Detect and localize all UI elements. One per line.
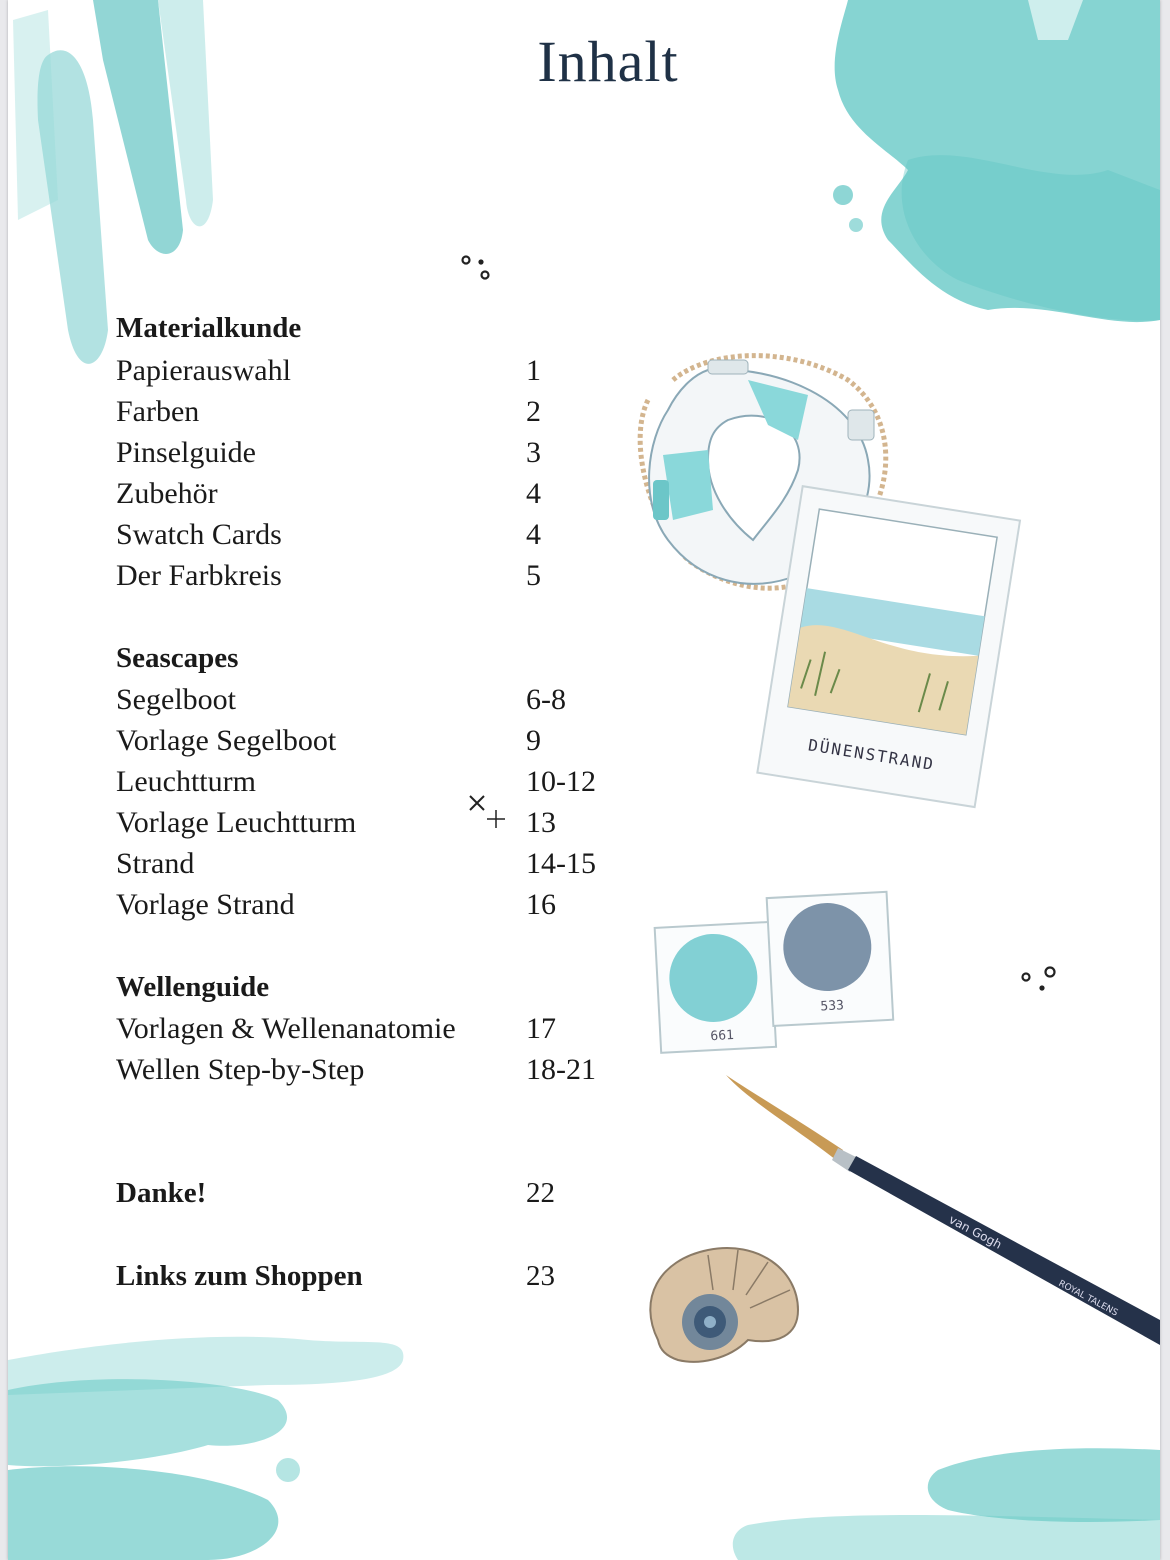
document-page (8, 0, 1160, 1560)
toc-entry: Vorlagen & Wellenanatomie 17 (116, 1012, 556, 1045)
toc-entry: Papierauswahl 1 (116, 354, 541, 387)
toc-section-heading: Danke! 22 (116, 1177, 555, 1209)
polaroid-caption: DÜNENSTRAND (806, 735, 937, 775)
bottom-left-brush-strokes (8, 1337, 403, 1560)
toc-section-heading: Links zum Shoppen 23 (116, 1260, 555, 1292)
swatch-card-right (767, 892, 894, 1026)
toc-entry: Vorlage Strand 16 (116, 888, 556, 921)
toc-entry: Leuchtturm 10-12 (116, 765, 596, 798)
toc-entry: Vorlage Leuchtturm 13 (116, 806, 556, 839)
toc-entry: Farben 2 (116, 395, 541, 428)
toc-section-heading: Seascapes (116, 642, 239, 674)
toc-entry: Zubehör 4 (116, 477, 541, 510)
toc-entry: Der Farbkreis 5 (116, 559, 541, 592)
swatch-right-number: 533 (820, 998, 845, 1015)
toc-entry: Wellen Step-by-Step 18-21 (116, 1053, 596, 1086)
toc-entry: Strand 14-15 (116, 847, 596, 880)
toc-section-heading: Materialkunde (116, 312, 302, 344)
page-title: Inhalt (537, 29, 679, 94)
toc-entry: Swatch Cards 4 (116, 518, 541, 551)
bottom-right-brush-strokes (733, 1448, 1160, 1560)
toc-entry: Pinselguide 3 (116, 436, 541, 469)
toc-entry: Vorlage Segelboot 9 (116, 724, 541, 757)
brush-brand-text: van Gogh (946, 1212, 1005, 1252)
brush-maker-text: ROYAL TALENS (1056, 1278, 1120, 1319)
toc-section-heading: Wellenguide (116, 971, 270, 1003)
polaroid-illustration (757, 486, 1020, 807)
swatch-left-number: 661 (710, 1027, 735, 1045)
toc-entry: Segelboot 6-8 (116, 683, 566, 716)
